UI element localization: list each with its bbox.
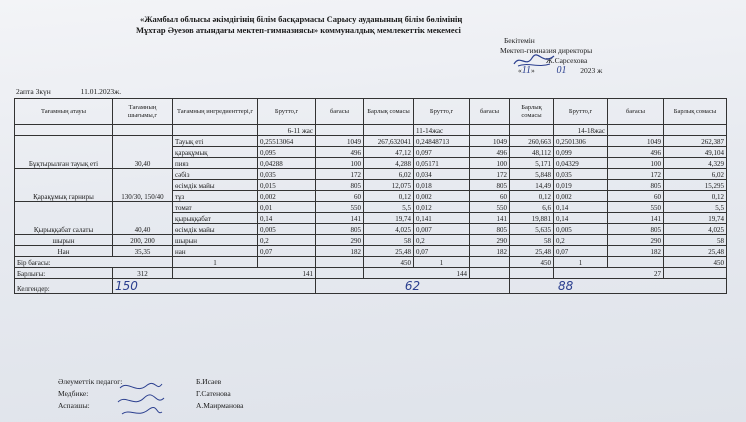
table-row — [15, 202, 727, 213]
ingredient-name: шырын — [173, 235, 258, 246]
age-group-a: 6-11 жас — [258, 125, 316, 136]
arrived-a: 150 — [115, 279, 138, 293]
sum-value: 262,387 — [664, 136, 727, 147]
name-social-pedagogue: Б.Исаев — [196, 377, 222, 386]
col-gross-a: Брутто,г — [258, 99, 316, 125]
price-value: 550 — [316, 202, 364, 213]
approval-title: Бекітемін — [504, 36, 535, 45]
ingredient-name: нан — [173, 246, 258, 257]
arrived-c: 88 — [558, 279, 574, 293]
menu-date: 11.01.2023ж. — [80, 87, 122, 96]
sum-value: 19,74 — [364, 213, 414, 224]
arrived-label: Келгендер: — [15, 279, 113, 294]
approval-name: Ж.Сарсехова — [546, 56, 588, 65]
sum-value: 19,881 — [510, 213, 554, 224]
gross-value: 0,25513064 — [258, 136, 316, 147]
director-signature — [512, 52, 556, 70]
col-gross-b: Брутто,г — [414, 99, 470, 125]
sum-value: 5,635 — [510, 224, 554, 235]
sum-value: 49,104 — [664, 147, 727, 158]
approval-year: 2023 ж — [580, 66, 603, 75]
price-value: 805 — [470, 180, 510, 191]
total-label: Барлығы: — [15, 268, 113, 279]
price-value: 496 — [316, 147, 364, 158]
gross-value: 0,141 — [414, 213, 470, 224]
price-value: 60 — [608, 191, 664, 202]
gross-value: 0,015 — [258, 180, 316, 191]
ingredient-name: Тауық еті — [173, 136, 258, 147]
arrived-row — [15, 279, 727, 294]
dish-yield: 130/30, 150/40 — [113, 169, 173, 202]
unit-price-c-total: 450 — [664, 257, 727, 268]
gross-value: 0,2501306 — [554, 136, 608, 147]
dish-name: Қарақұмық гарниры — [15, 169, 113, 202]
gross-value: 0,2 — [414, 235, 470, 246]
gross-value: 0,07 — [554, 246, 608, 257]
price-value: 290 — [608, 235, 664, 246]
col-yield: Тағамның шығымы,г — [113, 99, 173, 125]
price-value: 141 — [608, 213, 664, 224]
price-value: 290 — [470, 235, 510, 246]
date-row — [16, 87, 149, 96]
price-value: 100 — [608, 158, 664, 169]
price-value: 550 — [470, 202, 510, 213]
age-group-b: 11-14жас — [414, 125, 470, 136]
gross-value: 0,14 — [554, 202, 608, 213]
sum-value: 5,5 — [364, 202, 414, 213]
sum-value: 4,329 — [664, 158, 727, 169]
gross-value: 0,002 — [414, 191, 470, 202]
sum-value: 47,12 — [364, 147, 414, 158]
unit-price-c: 1 — [554, 257, 608, 268]
sum-value: 48,112 — [510, 147, 554, 158]
sum-value: 0,12 — [510, 191, 554, 202]
ingredient-name: қарақұмық — [173, 147, 258, 158]
name-cook: А.Маирманова — [196, 401, 244, 410]
sum-value: 5,848 — [510, 169, 554, 180]
col-gross-c: Брутто,г — [554, 99, 608, 125]
ingredient-name: өсімдік майы — [173, 180, 258, 191]
sum-value: 6,02 — [364, 169, 414, 180]
dish-yield: 200, 200 — [113, 235, 173, 246]
week-day: 2апта 3күн — [16, 87, 51, 96]
price-value: 172 — [608, 169, 664, 180]
sum-value: 5,5 — [664, 202, 727, 213]
approval-position: Мектеп-гимназия директоры — [500, 46, 593, 55]
price-value: 182 — [608, 246, 664, 257]
approval-date: «11» 01 2023 ж — [518, 65, 603, 76]
sum-value: 4,288 — [364, 158, 414, 169]
sum-value: 4,025 — [364, 224, 414, 235]
gross-value: 0,005 — [554, 224, 608, 235]
price-value: 100 — [316, 158, 364, 169]
table-header-row — [15, 99, 727, 125]
gross-value: 0,2 — [258, 235, 316, 246]
ingredient-name: томат — [173, 202, 258, 213]
gross-value: 0,14 — [258, 213, 316, 224]
price-value: 496 — [470, 147, 510, 158]
sum-value: 25,48 — [664, 246, 727, 257]
ingredient-name: қырыққабат — [173, 213, 258, 224]
price-value: 60 — [316, 191, 364, 202]
price-value: 805 — [608, 180, 664, 191]
dish-name: Қырыққабат салаты — [15, 202, 113, 235]
gross-value: 0,002 — [554, 191, 608, 202]
gross-value: 0,019 — [554, 180, 608, 191]
total-a: 312 — [113, 268, 173, 279]
gross-value: 0,099 — [554, 147, 608, 158]
dish-yield: 35,35 — [113, 246, 173, 257]
sum-value: 25,48 — [364, 246, 414, 257]
total-b: 141 — [173, 268, 316, 279]
sum-value: 0,12 — [364, 191, 414, 202]
gross-value: 0,034 — [414, 169, 470, 180]
sum-value: 14,49 — [510, 180, 554, 191]
price-value: 182 — [470, 246, 510, 257]
price-value: 182 — [316, 246, 364, 257]
age-group-row — [15, 125, 727, 136]
sum-value: 58 — [510, 235, 554, 246]
header-line-2: Мұхтар Әуезов атындағы мектеп-гимназиясы» коммуналдық мемлекеттік мекемесі — [136, 25, 461, 35]
gross-value: 0,002 — [258, 191, 316, 202]
col-dish: Тағамның атауы — [15, 99, 113, 125]
col-price-b: бағасы — [470, 99, 510, 125]
gross-value: 0,04288 — [258, 158, 316, 169]
dish-name: Бұқтырылған тауық еті — [15, 136, 113, 169]
table-row — [15, 246, 727, 257]
footer-signatures — [116, 380, 166, 420]
ingredient-rows — [15, 136, 727, 257]
gross-value: 0,095 — [258, 147, 316, 158]
age-group-c: 14-18жас — [554, 125, 608, 136]
name-nurse: Г.Сатенова — [196, 389, 231, 398]
sum-value: 6,02 — [664, 169, 727, 180]
gross-value: 0,018 — [414, 180, 470, 191]
table-row — [15, 136, 727, 147]
gross-value: 0,07 — [258, 246, 316, 257]
price-value: 141 — [316, 213, 364, 224]
gross-value: 0,035 — [258, 169, 316, 180]
total-d: 27 — [554, 268, 664, 279]
table-row — [15, 235, 727, 246]
sum-value: 15,295 — [664, 180, 727, 191]
unit-price-b: 1 — [414, 257, 470, 268]
sum-value: 19,74 — [664, 213, 727, 224]
document-header — [136, 14, 580, 36]
approval-month: 01 — [556, 65, 567, 76]
gross-value: 0,04329 — [554, 158, 608, 169]
gross-value: 0,24848713 — [414, 136, 470, 147]
sum-value: 6,6 — [510, 202, 554, 213]
price-value: 1049 — [316, 136, 364, 147]
gross-value: 0,005 — [258, 224, 316, 235]
dish-yield: 30,40 — [113, 136, 173, 169]
price-value: 550 — [608, 202, 664, 213]
col-price-c: бағасы — [608, 99, 664, 125]
total-row — [15, 268, 727, 279]
dish-name: Нан — [15, 246, 113, 257]
unit-price-row — [15, 257, 727, 268]
col-total-a: Барлық сомасы — [364, 99, 414, 125]
sum-value: 0,12 — [664, 191, 727, 202]
sum-value: 267,632041 — [364, 136, 414, 147]
ingredient-name: пияз — [173, 158, 258, 169]
price-value: 60 — [470, 191, 510, 202]
approval-day: 11 — [521, 65, 532, 76]
ingredient-name: сәбіз — [173, 169, 258, 180]
price-value: 805 — [316, 224, 364, 235]
price-value: 805 — [608, 224, 664, 235]
unit-price-b-total: 450 — [510, 257, 554, 268]
gross-value: 0,007 — [414, 224, 470, 235]
price-value: 172 — [470, 169, 510, 180]
sum-value: 58 — [664, 235, 727, 246]
price-value: 496 — [608, 147, 664, 158]
price-value: 290 — [316, 235, 364, 246]
ingredient-name: өсімдік майы — [173, 224, 258, 235]
role-social-pedagogue: Әлеуметтік педагог: — [58, 377, 123, 386]
sum-value: 5,171 — [510, 158, 554, 169]
col-price-a: бағасы — [316, 99, 364, 125]
gross-value: 0,14 — [554, 213, 608, 224]
dish-name: шырын — [15, 235, 113, 246]
unit-price-a-total: 450 — [364, 257, 414, 268]
sum-value: 58 — [364, 235, 414, 246]
sum-value: 25,48 — [510, 246, 554, 257]
unit-price-label: Бір бағасы: — [15, 257, 173, 268]
price-value: 100 — [470, 158, 510, 169]
price-value: 1049 — [470, 136, 510, 147]
gross-value: 0,035 — [554, 169, 608, 180]
role-cook: Аспазшы: — [58, 401, 90, 410]
col-total-b: Барлық сомасы — [510, 99, 554, 125]
price-value: 141 — [470, 213, 510, 224]
col-ingredient: Тағамның ингредиенттері,г — [173, 99, 258, 125]
gross-value: 0,097 — [414, 147, 470, 158]
gross-value: 0,01 — [258, 202, 316, 213]
sum-value: 4,025 — [664, 224, 727, 235]
menu-table — [14, 98, 727, 294]
table-row — [15, 169, 727, 180]
price-value: 1049 — [608, 136, 664, 147]
role-nurse: Медбике: — [58, 389, 89, 398]
dish-yield: 40,40 — [113, 202, 173, 235]
col-total-c: Барлық сомасы — [664, 99, 727, 125]
price-value: 172 — [316, 169, 364, 180]
price-value: 805 — [470, 224, 510, 235]
sum-value: 260,663 — [510, 136, 554, 147]
price-value: 805 — [316, 180, 364, 191]
gross-value: 0,012 — [414, 202, 470, 213]
gross-value: 0,05171 — [414, 158, 470, 169]
unit-price-a: 1 — [173, 257, 258, 268]
sum-value: 12,075 — [364, 180, 414, 191]
header-line-1: «Жамбыл облысы әкімдігінің білім басқармасы Сарысу ауданының білім бөлімінің — [140, 14, 463, 24]
arrived-b: 62 — [404, 279, 421, 293]
total-c: 144 — [364, 268, 470, 279]
gross-value: 0,2 — [554, 235, 608, 246]
ingredient-name: тұз — [173, 191, 258, 202]
gross-value: 0,07 — [414, 246, 470, 257]
